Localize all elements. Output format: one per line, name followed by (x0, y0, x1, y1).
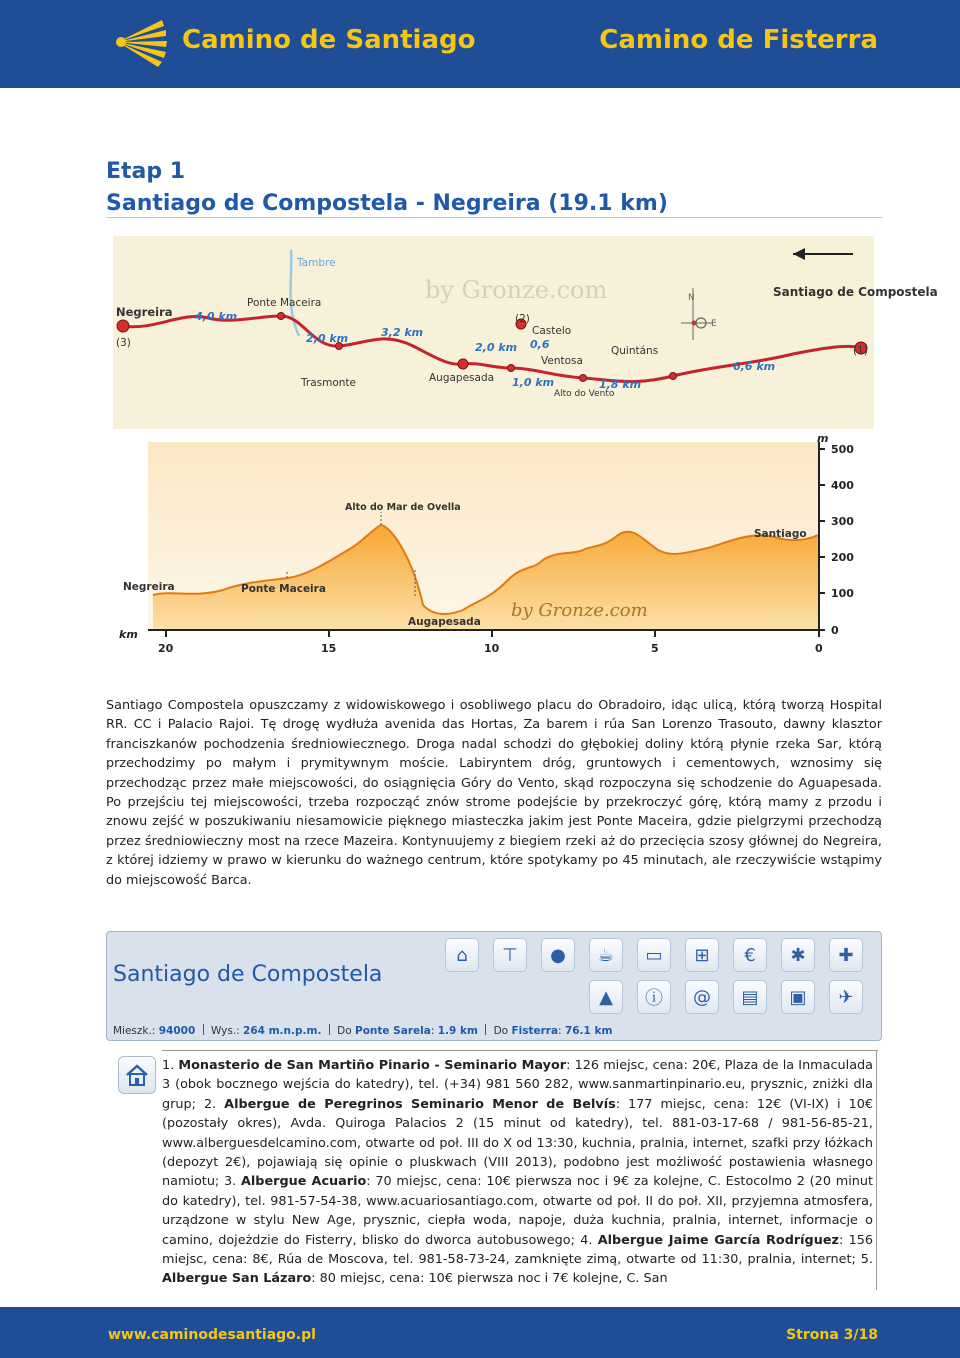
fisterra-distance: 76.1 km (564, 1025, 613, 1037)
compass-e-label: E (711, 319, 717, 329)
next-town-label: Do (337, 1025, 352, 1037)
y-tick-label: 300 (831, 515, 854, 528)
page-header (0, 0, 960, 88)
bus-icon[interactable]: ▤ (733, 980, 767, 1014)
stage-title (106, 156, 668, 220)
page-footer (0, 1307, 960, 1358)
map-distance: 4,0 km (195, 310, 238, 323)
next-town-name: Ponte Sarela (355, 1025, 431, 1037)
altitude-label: Wys.: (210, 1025, 240, 1037)
x-tick-label: 15 (321, 642, 337, 655)
cart-icon[interactable]: ⊞ (685, 938, 719, 972)
altitude-value: 264 m.n.p.m. (243, 1025, 322, 1037)
header-title-right: Camino de Fisterra (599, 25, 878, 55)
lodging-text: : 177 miejsc, cena: 12€ (VI-IX) i 10€ (pozostały okres), Avda. Quiroga Palacios 2 (15 minut od katedry), tel. 881-03-17-68 / 981-56-85-21, www.alberguesdelcamino.com, otwarte od poł. III do X od 13:30, kuchnia, pralnia, internet, szafki przy łóżkach (depozyt 2€), pojawiają się opinie o pluskwach (VIII 2013), podobno jest możliwość postawienia własnego namiotu; 3. (162, 1096, 873, 1190)
x-tick-label: 20 (158, 642, 174, 655)
map-label-negreira: Negreira (116, 305, 173, 319)
compass-n-label: N (688, 293, 695, 303)
map-distance: 2,0 km (306, 332, 349, 345)
map-label-trasmonte: Trasmonte (301, 377, 356, 389)
population-label: Mieszk.: (113, 1025, 156, 1037)
house-icon (118, 1056, 156, 1094)
plane-icon[interactable]: ✈ (829, 980, 863, 1014)
x-unit-label: km (119, 628, 138, 641)
lodging-top-border (162, 1050, 878, 1051)
page-number: Strona 3/18 (786, 1327, 878, 1343)
lodging-text: : 70 miejsc, cena: 10€ pierwsza noc i 9€ za kolejne, C. Estocolmo 2 (20 minut do katedry), tel. 981-57-54-38, www.acuariosantiago.com, otwarte od poł. II do poł. XII, przyjemna atmosfera, urządzone w stylu New Age, prysznic, ciepła woda, napoje, duża kuchnia, pralnia, internet, informacje o camino, dojeżdzie do Fisterry, blisko do dworca autobusowego; 4. (162, 1174, 873, 1248)
y-tick-label: 400 (831, 479, 854, 492)
lodging-text: : 156 miejsc, cena: 8€, Rúa de Moscova, tel. 981-58-73-24, zamknięte zimą, otwarte od 11:30, pralnia, internet; 5. (162, 1232, 873, 1268)
profile-label-santiago: Santiago (754, 528, 807, 540)
train-icon[interactable]: ▣ (781, 980, 815, 1014)
population-value: 94000 (158, 1025, 196, 1037)
x-tick-label: 5 (651, 642, 659, 655)
y-tick-label: 0 (831, 624, 839, 637)
lodging-text: : 126 miejsc, cena: 20€, Plaza de la Inmaculada 3 (obok bocznego wejścia do katedry), tel. (+34) 981 560 282, www.sanmartinpinario.eu, prysznic, zniżki dla grup; 2. (162, 1058, 873, 1112)
lodging-text: 1. (162, 1058, 179, 1073)
map-distance: 3,2 km (381, 326, 424, 339)
lodging-name: Albergue Jaime García Rodríguez (597, 1232, 839, 1248)
house-icon[interactable]: ⌂ (445, 938, 479, 972)
map-label-tambre: Tambre (297, 257, 336, 269)
map-label-1: (1) (853, 345, 868, 357)
cafe-icon[interactable]: ☕ (589, 938, 623, 972)
route-map (113, 236, 938, 429)
header-title-left: Camino de Santiago (182, 25, 476, 55)
y-unit-label: m (817, 432, 829, 445)
scallop-shell-icon (112, 14, 170, 70)
map-distance: 1,8 km (599, 378, 642, 391)
y-tick-label: 200 (831, 551, 854, 564)
tap-icon[interactable]: ⊤ (493, 938, 527, 972)
info-icon[interactable]: ⓘ (637, 980, 671, 1014)
map-label-augapesada: Augapesada (429, 372, 495, 384)
lodging-name: Monasterio de San Martiño Pinario - Seminario Mayor (178, 1058, 567, 1073)
stage-description (106, 696, 882, 890)
medical-icon[interactable]: ✱ (781, 938, 815, 972)
title-divider (106, 217, 882, 218)
map-label-ventosa: Ventosa (541, 355, 583, 367)
lodging-name: Albergue de Peregrinos Seminario Menor de Belvís (224, 1096, 616, 1112)
fisterra-name: Fisterra (511, 1025, 559, 1037)
lodging-list (162, 1056, 873, 1289)
x-tick-label: 0 (815, 642, 823, 655)
elevation-profile (113, 430, 874, 660)
lodging-text: : 80 miejsc, cena: 10€ pierwsza noc i 7€ kolejne, C. San (311, 1271, 668, 1287)
profile-label-ponte-maceira: Ponte Maceira (241, 583, 326, 595)
bed-icon[interactable]: ▭ (637, 938, 671, 972)
lodging-name: Albergue San Lázaro (162, 1271, 312, 1287)
map-distance: 1,0 km (512, 376, 555, 389)
website-link[interactable]: www.caminodesantiago.pl (108, 1327, 316, 1343)
map-label-santiago: Santiago de Compostela (773, 285, 938, 299)
stage-number: Etap 1 (106, 159, 186, 184)
at-icon[interactable]: @ (685, 980, 719, 1014)
city-name: Santiago de Compostela (113, 962, 383, 987)
description-paragraph: Santiago Compostela opuszczamy z widowiskowego i osobliwego placu do Obradoiro, idąc ulicą, którą tworzą Hospital RR. CC i Palacio Rajoi. Tę drogę wydłuża avenida das Hortas, Za barem i rúa San Lorenzo Trasouto, dawny klasztor franciszkanów pochodzenia średniowiecznego. Droga nadal schodzi do głębokiej doliny którą płynie rzeka Sar, którą przechodzimy po małym i prymitywnym moście. Labiryntem dróg, gruntowych i cementowych, wznosimy się przechodząc przez małe miejscowości, do osiągnięcia Góry do Vento, skąd rozpoczyna się schodzenie do Aguapesada. Po przejściu tej miejscowości, trzeba rozpocząć znów strome podejście by przekroczyć górę, którą mamy z przodu i znowu zejść w poszukiwaniu niesamowicie pięknego miasteczka jakim jest Ponte Maceira, gdzie pielgrzymi przechodzą przez średniowieczny most na rzece Mazeira. Kontynuujemy z biegiem rzeki aż do przecięcia szosy głównej do Negreira, z której idziemy w prawo w kierunku do ważnego centrum, które spotykamy po 45 minutach, ale rzeczywiście wstąpimy do miejscowość Barca. (106, 698, 882, 888)
map-label-alto-do-vento: Alto do Vento (554, 389, 615, 399)
profile-label-augapesada: Augapesada (408, 616, 481, 628)
map-distance: 2,0 km (475, 341, 518, 354)
map-label-2: (2) (515, 313, 530, 325)
lodging-side-border (876, 1050, 877, 1290)
fisterra-label: Do (493, 1025, 509, 1037)
tourist-info-camp-icon[interactable]: ▲ (589, 980, 623, 1014)
city-meta: Mieszk.: 94000 Wys.: 264 m.n.p.m. Do Ponte Sarela: 1.9 km Do Fisterra: 76.1 km (113, 1025, 613, 1037)
lodging-name: Albergue Acuario (241, 1174, 367, 1190)
profile-watermark: by Gronze.com (511, 600, 648, 621)
profile-label-alto: Alto do Mar de Ovella (345, 502, 461, 513)
city-info-box (106, 931, 882, 1041)
map-label-quintans: Quintáns (611, 345, 659, 357)
map-watermark: by Gronze.com (425, 276, 608, 304)
map-label-ponte-maceira: Ponte Maceira (247, 297, 322, 309)
restaurant-icon[interactable]: ● (541, 938, 575, 972)
profile-label-negreira: Negreira (123, 581, 175, 593)
euro-icon[interactable]: € (733, 938, 767, 972)
y-tick-label: 500 (831, 443, 854, 456)
x-tick-label: 10 (484, 642, 500, 655)
map-label-3: (3) (116, 337, 131, 349)
map-distance: 6,6 km (733, 360, 776, 373)
pharmacy-cross-icon[interactable]: ✚ (829, 938, 863, 972)
stage-route: Santiago de Compostela - Negreira (19.1 km) (106, 191, 668, 216)
y-tick-label: 100 (831, 587, 854, 600)
map-label-castelo: Castelo (532, 325, 572, 337)
next-town-distance: 1.9 km (437, 1025, 478, 1037)
map-distance: 0,6 (530, 338, 550, 351)
